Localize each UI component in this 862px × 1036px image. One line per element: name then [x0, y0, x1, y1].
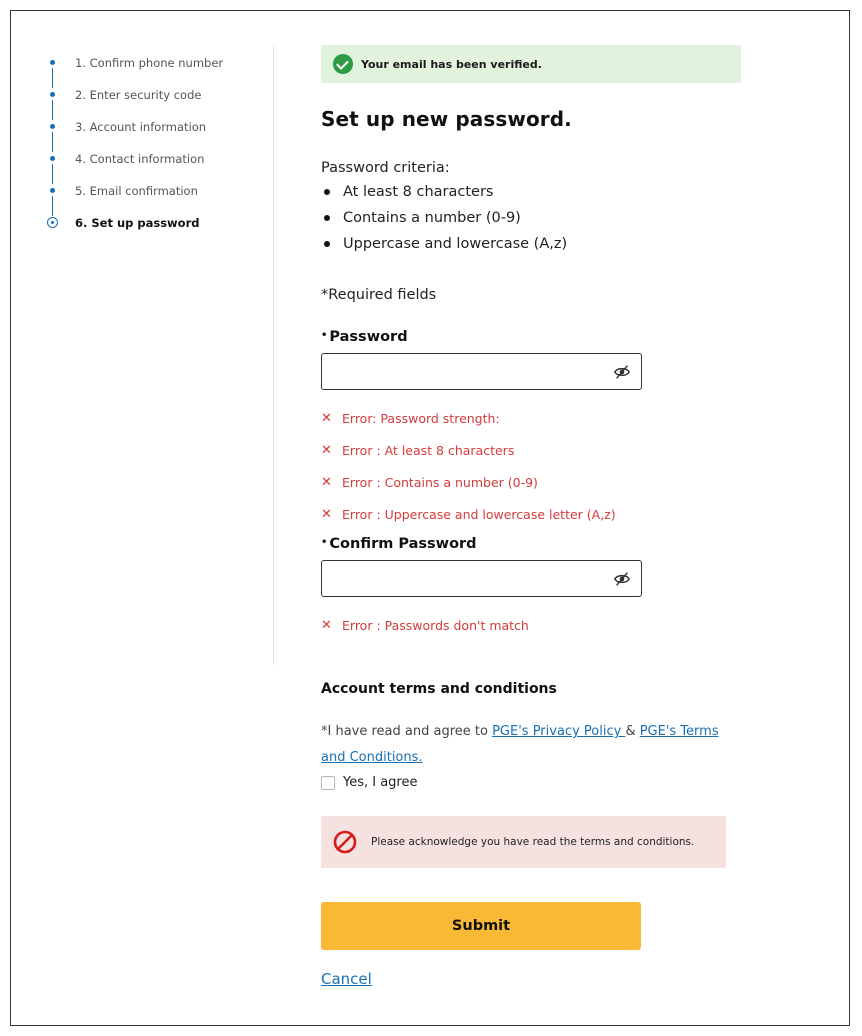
step-connector	[52, 164, 53, 184]
error-message	[321, 402, 761, 434]
error-text: Error : Passwords don't match	[342, 617, 529, 633]
step-label: 4. Contact information	[75, 152, 205, 166]
error-text: Error: Password strength:	[342, 410, 500, 426]
eye-off-icon[interactable]	[613, 570, 631, 588]
error-text: Error : At least 8 characters	[342, 442, 515, 458]
step-dot-icon	[50, 60, 55, 65]
password-form	[321, 45, 761, 989]
criteria-item: At least 8 characters	[321, 179, 761, 205]
privacy-policy-link[interactable]: PGE's Privacy Policy	[492, 724, 626, 739]
error-text: Error : Contains a number (0-9)	[342, 474, 538, 490]
step-set-up-password	[49, 215, 249, 247]
step-dot-icon	[50, 92, 55, 97]
submit-button[interactable]: Submit	[321, 902, 641, 950]
step-label: 6. Set up password	[75, 216, 200, 230]
criteria-header: Password criteria:	[321, 160, 450, 176]
verified-message: Your email has been verified.	[361, 57, 542, 71]
x-icon: ✕	[321, 474, 332, 490]
page-title: Set up new password.	[321, 107, 572, 131]
error-message	[321, 498, 761, 530]
terms-prefix: *I have read and agree to	[321, 724, 493, 739]
agree-label: Yes, I agree	[343, 775, 418, 790]
no-entry-icon	[333, 830, 357, 854]
alert-message: Please acknowledge you have read the terms and conditions.	[371, 836, 695, 848]
criteria-list	[321, 179, 761, 257]
step-connector	[52, 100, 53, 120]
agree-checkbox-row[interactable]	[321, 775, 761, 790]
required-marker: •	[321, 329, 328, 341]
step-label: 3. Account information	[75, 120, 207, 134]
email-verified-banner	[321, 45, 741, 83]
error-message	[321, 434, 761, 466]
step-contact-info	[49, 151, 249, 183]
step-account-info	[49, 119, 249, 151]
step-security-code	[49, 87, 249, 119]
current-step-icon	[47, 217, 58, 228]
step-dot-icon	[50, 124, 55, 129]
password-label-text: Password	[329, 329, 408, 345]
step-dot-icon	[50, 188, 55, 193]
step-label: 5. Email confirmation	[75, 184, 198, 198]
check-circle-icon	[333, 54, 353, 74]
sidebar-divider	[273, 45, 274, 665]
cancel-link[interactable]: Cancel	[321, 970, 372, 988]
password-label	[321, 329, 761, 345]
progress-stepper	[49, 55, 249, 247]
x-icon: ✕	[321, 617, 332, 633]
confirm-password-label	[321, 536, 761, 552]
required-marker: •	[321, 536, 328, 548]
error-message	[321, 466, 761, 498]
password-criteria	[321, 157, 761, 257]
terms-statement	[321, 719, 721, 771]
password-input[interactable]	[321, 353, 642, 390]
step-confirm-phone	[49, 55, 249, 87]
terms-title: Account terms and conditions	[321, 681, 557, 697]
step-label: 1. Confirm phone number	[75, 56, 224, 70]
agree-checkbox[interactable]	[321, 776, 335, 790]
criteria-item: Uppercase and lowercase (A,z)	[321, 231, 761, 257]
confirm-password-input[interactable]	[321, 560, 642, 597]
password-errors	[321, 402, 761, 530]
criteria-item: Contains a number (0-9)	[321, 205, 761, 231]
terms-alert	[321, 816, 726, 868]
x-icon: ✕	[321, 442, 332, 458]
step-label: 2. Enter security code	[75, 88, 202, 102]
step-connector	[52, 196, 53, 216]
terms-ampersand: &	[625, 724, 640, 739]
step-email-confirmation	[49, 183, 249, 215]
x-icon: ✕	[321, 506, 332, 522]
step-connector	[52, 68, 53, 88]
terms-conditions-link[interactable]: PGE's Terms and Conditions.	[321, 724, 719, 765]
required-fields-note: *Required fields	[321, 287, 437, 303]
step-dot-icon	[50, 156, 55, 161]
confirm-password-label-text: Confirm Password	[329, 536, 477, 552]
error-message	[321, 609, 761, 641]
page-frame	[10, 10, 850, 1026]
confirm-password-errors	[321, 609, 761, 641]
x-icon: ✕	[321, 410, 332, 426]
step-connector	[52, 132, 53, 152]
eye-off-icon[interactable]	[613, 363, 631, 381]
error-text: Error : Uppercase and lowercase letter (A,z)	[342, 506, 616, 522]
